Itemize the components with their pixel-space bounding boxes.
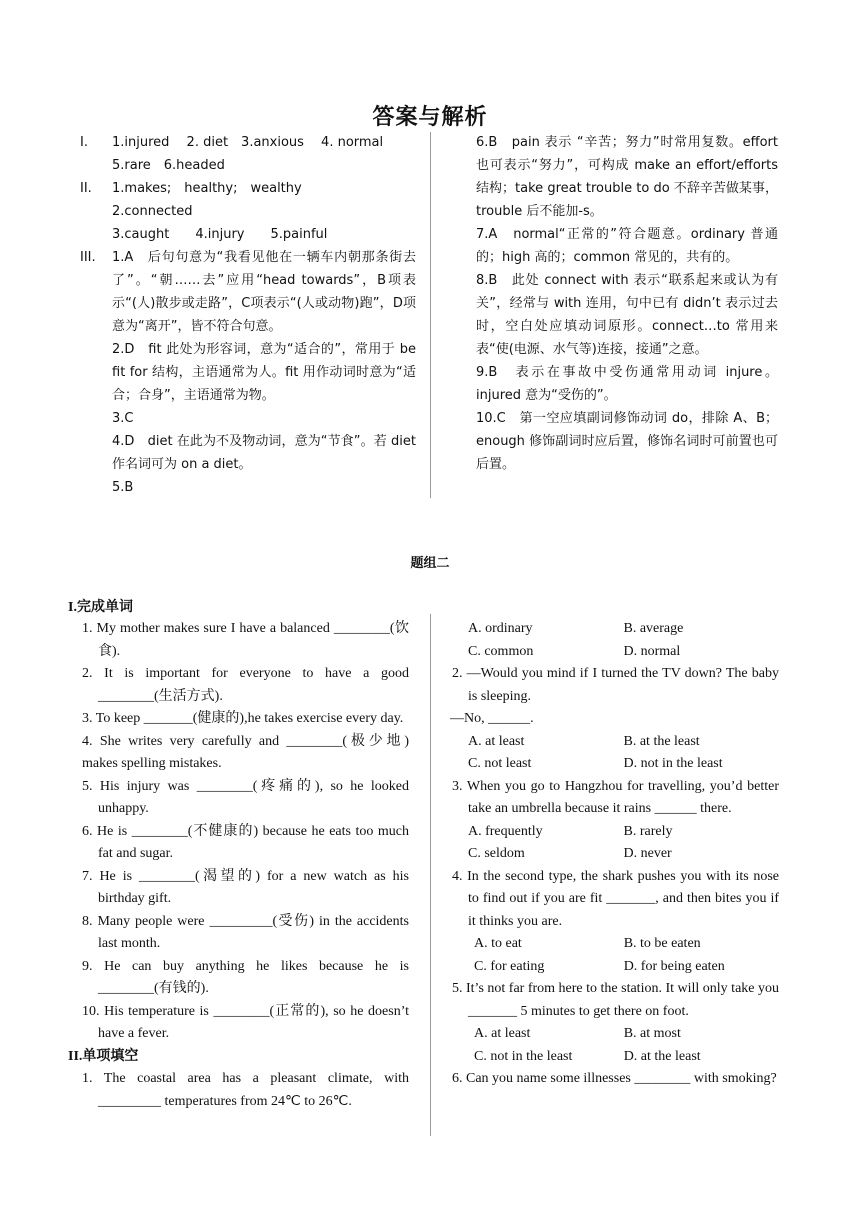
answer-line: 1.makes; healthy; wealthy 2.connected — [112, 181, 341, 219]
answer-group-ii — [80, 177, 416, 246]
options-row — [452, 618, 779, 641]
option-b: B. to be eaten — [623, 936, 701, 951]
option-c: C. not least — [468, 756, 532, 771]
choice-question: 4. In the second type, the shark pushes you with its nose to find out if you are fit _______, and then bites you if it thinks you are. — [452, 868, 779, 929]
answer-line: 3.caught 4.injury 5.painful — [112, 227, 328, 242]
answers-left-column — [80, 131, 416, 499]
fill-in-item: 7. He is ________(渴望的) for a new watch as his birthday gift. — [82, 868, 409, 906]
option-d: D. never — [623, 846, 672, 861]
answer-explanation: 10.C 第一空应填副词修饰动词 do，排除 A、B；enough 修饰副词时应后置，修饰名词时可前置也可后置。 — [476, 411, 778, 472]
column-divider-top — [430, 132, 431, 498]
option-d: D. normal — [623, 643, 681, 659]
section-title: I.完成单词 — [68, 600, 133, 615]
option-c: C. for eating — [474, 958, 545, 974]
choice-question: 3. When you go to Hangzhou for travelling, you’d better take an umbrella because it rains ______ there. — [452, 778, 779, 816]
fill-in-item: 10. His temperature is ________(正常的), so he doesn’t have a fever. — [82, 1003, 409, 1041]
fill-in-item: 6. He is ________(不健康的) because he eats too much fat and sugar. — [82, 823, 409, 861]
fill-in-item: 2. It is important for everyone to have a good ________(生活方式). — [82, 666, 409, 704]
answer-explanation: 4.D diet 在此为不及物动词，意为“节食”。若 diet 作名词可为 on a diet。 — [112, 434, 416, 472]
option-a: A. frequently — [468, 823, 543, 839]
answer-explanation: 6.B pain 表示 “辛苦；努力”时常用复数。effort 也可表示“努力”，可构成 make an effort/efforts 结构；take great trouble to do 不辞辛苦做某事，trouble 后不能加-s。 — [476, 135, 778, 219]
section-heading: 题组二 — [410, 556, 450, 571]
section-title: II.单项填空 — [68, 1048, 139, 1064]
option-c: C. seldom — [468, 846, 525, 861]
answer-explanation: 5.B — [112, 480, 134, 495]
option-b: B. at most — [623, 1026, 681, 1041]
fill-in-item: 4. She writes very carefully and ________(极少地) makes spelling mistakes. — [82, 733, 409, 771]
section-title-complete-words — [68, 596, 133, 616]
group-number: I. — [80, 135, 88, 150]
exercise-right-column — [452, 618, 779, 1091]
option-d: D. not in the least — [623, 756, 723, 771]
choice-question: 6. Can you name some illnesses ________ with smoking? — [452, 1071, 777, 1086]
answer-explanation: 1.A 后句句意为“我看见他在一辆车内朝那条街去了”。“朝……去”应用“head towards”，B项表示“(人)散步或走路”，C项表示“(人或动物)跑”，D项意为“离开”，皆不符合句意。 — [112, 250, 416, 334]
option-a: A. at least — [474, 1026, 531, 1041]
fill-in-item: 3. To keep _______(健康的),he takes exercise every day. — [82, 711, 404, 726]
column-divider-bottom — [430, 614, 431, 1136]
page-title: 答案与解析 — [372, 105, 488, 130]
answer-explanation: 2.D fit 此处为形容词，意为“适合的”，常用于 be fit for 结构，主语通常为人。fit 用作动词时意为“适合；合身”，主语通常为物。 — [112, 342, 416, 403]
options-row — [452, 1023, 779, 1046]
group-number: III. — [80, 250, 96, 265]
exercise-left-column — [68, 618, 409, 1113]
answer-explanation: 7.A normal“正常的”符合题意。ordinary 普通的；high 高的；common 常见的，共有的。 — [476, 227, 778, 265]
answer-group-i — [80, 131, 416, 177]
option-a: A. at least — [468, 733, 525, 749]
option-a: A. to eat — [474, 936, 522, 951]
answer-explanation: 3.C — [112, 411, 134, 426]
options-row — [452, 843, 779, 866]
answer-line: 5.rare 6.headed — [112, 158, 225, 173]
fill-in-item: 9. He can buy anything he likes because he is ________(有钱的). — [82, 958, 409, 996]
answer-explanation: 8.B 此处 connect with 表示“联系起来或认为有关”，经常与 with 连用，句中已有 didn’t 表示过去时，空白处应填动词原形。connect…to 常用来表“使(电源、水气等)连接，接通”之意。 — [476, 273, 778, 357]
option-b: B. average — [623, 621, 684, 636]
answers-right-column — [476, 131, 778, 476]
options-row — [452, 821, 779, 844]
option-d: D. at the least — [623, 1048, 701, 1064]
dialog-response: —No, ______. — [450, 711, 534, 726]
option-c: C. not in the least — [474, 1048, 573, 1064]
options-row — [452, 641, 779, 664]
options-row — [452, 1046, 779, 1069]
option-a: A. ordinary — [468, 621, 533, 636]
section-title-single-choice — [68, 1046, 409, 1069]
answer-line: 1.injured 2. diet 3.anxious 4. normal — [112, 135, 384, 150]
option-b: B. at the least — [623, 733, 700, 749]
options-row — [452, 753, 779, 776]
choice-question: 1. The coastal area has a pleasant climate, with _________ temperatures from 24℃ to 26℃. — [82, 1071, 409, 1109]
answer-group-iii — [80, 246, 416, 499]
choice-question: 2. —Would you mind if I turned the TV down? The baby is sleeping. — [452, 666, 779, 704]
answer-explanation: 9.B 表示在事故中受伤通常用动词 injure。injured 意为“受伤的”。 — [476, 365, 778, 403]
option-b: B. rarely — [623, 823, 673, 839]
options-row — [452, 731, 779, 754]
choice-question: 5. It’s not far from here to the station. It will only take you _______ 5 minutes to get there on foot. — [452, 981, 779, 1019]
options-row — [452, 956, 779, 979]
group-number: II. — [80, 181, 92, 196]
fill-in-item: 5. His injury was ________(疼痛的), so he looked unhappy. — [82, 778, 409, 816]
options-row — [452, 933, 779, 956]
option-c: C. common — [468, 643, 534, 659]
option-d: D. for being eaten — [623, 958, 725, 974]
fill-in-item: 8. Many people were _________(受伤) in the accidents last month. — [82, 913, 409, 951]
fill-in-item: 1. My mother makes sure I have a balanced ________(饮食). — [82, 621, 409, 659]
